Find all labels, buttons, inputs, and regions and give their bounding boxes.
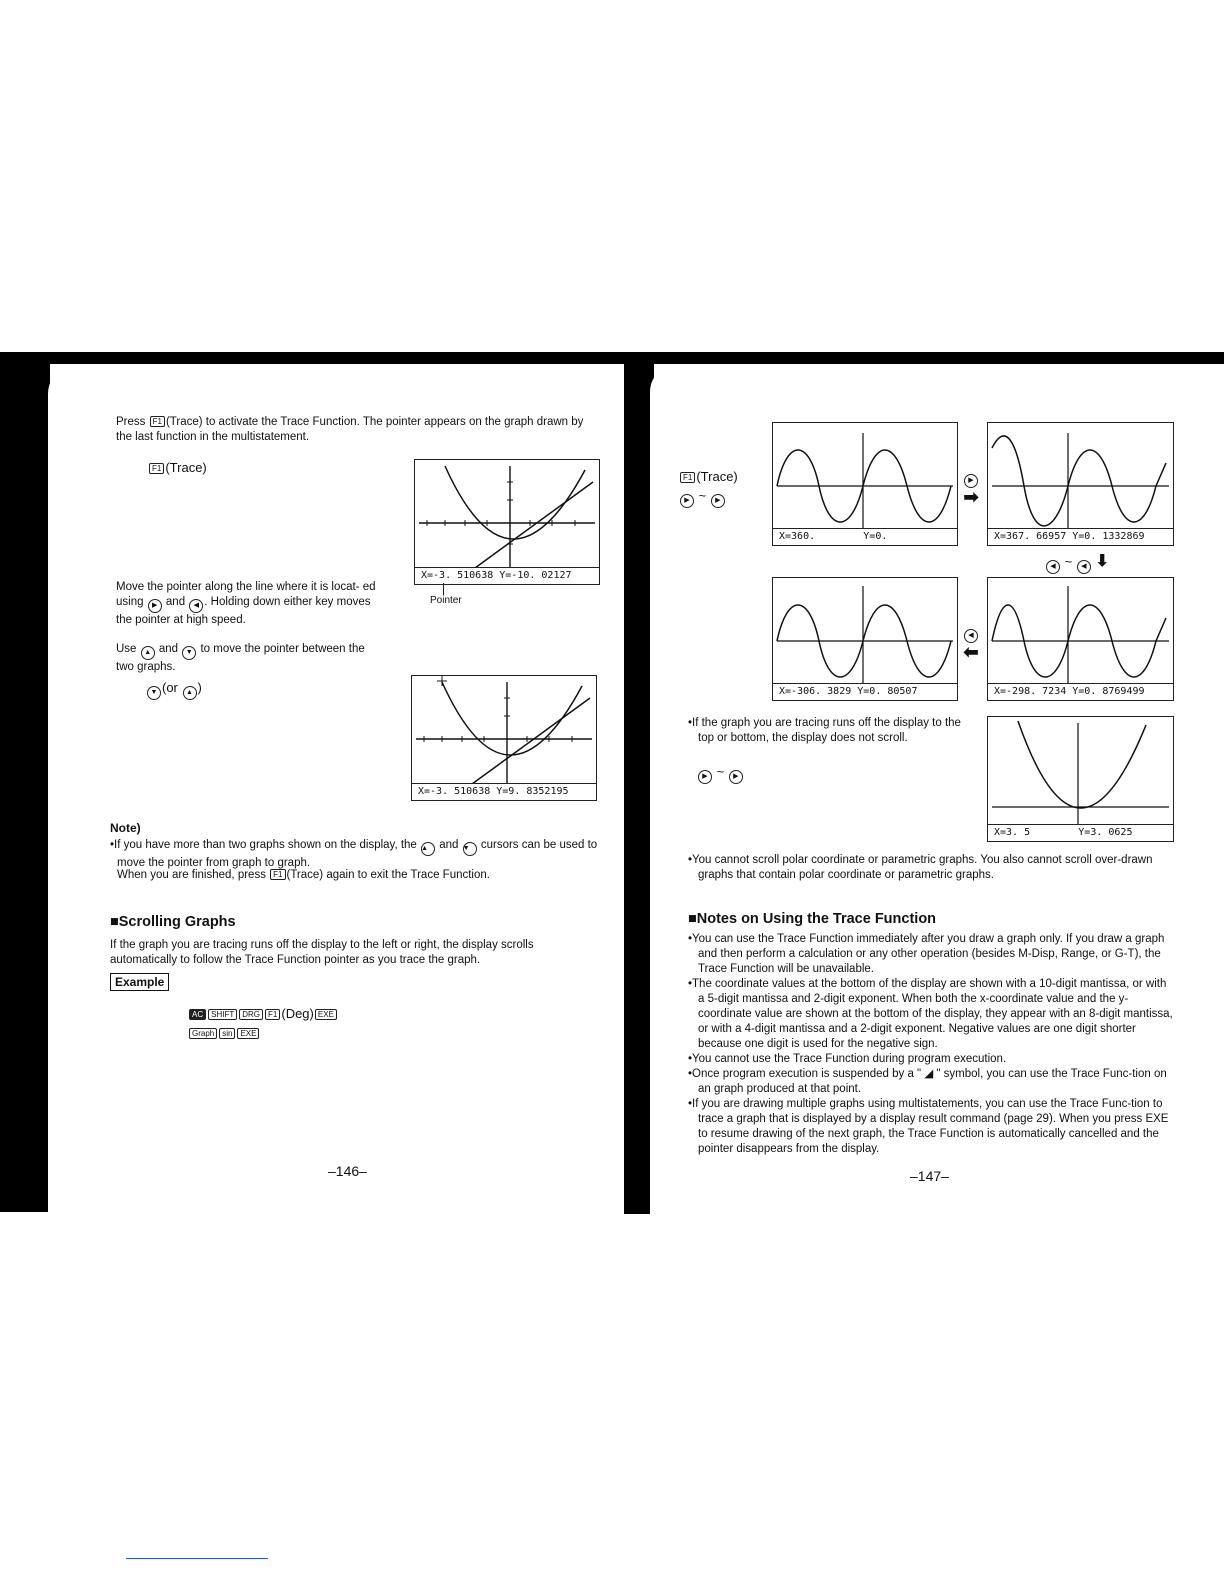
note-exit: When you are finished, press F1 (Trace) again to exit the Trace Function. bbox=[117, 869, 490, 881]
f1-key: F1 bbox=[265, 1009, 280, 1020]
note-paragraph: •If you have more than two graphs shown on the display, the ▲ and ▼ cursors can be used to move the pointer from graph to graph. bbox=[110, 839, 598, 869]
f1-key: F1 bbox=[270, 869, 285, 880]
screen-sine-b bbox=[987, 422, 1174, 546]
offscreen-keys: ▶ ~ ▶ bbox=[697, 764, 744, 784]
down-cursor-icon: ▼ bbox=[147, 686, 161, 700]
scan-top-band bbox=[0, 352, 1224, 364]
right-cursor-icon: ▶ bbox=[698, 770, 712, 784]
up-cursor-icon: ▲ bbox=[421, 842, 435, 856]
screen-c-readout: X=-306. 3829 Y=0. 80507 bbox=[773, 683, 957, 700]
drg-key: DRG bbox=[239, 1009, 263, 1020]
trace-pointer-icon bbox=[437, 676, 447, 686]
step2-instruction: ▼ (or ▲ ) bbox=[146, 680, 202, 700]
graph-sine-c bbox=[773, 578, 957, 684]
graph-line-parabola bbox=[415, 460, 599, 568]
screen-sine-d bbox=[987, 577, 1174, 701]
key-sequence-line2 bbox=[188, 1025, 260, 1040]
heading-square-icon: ■ bbox=[110, 914, 119, 930]
pointer-caption: Pointer bbox=[430, 595, 462, 606]
right-cursor-icon: ▶ bbox=[964, 474, 978, 488]
arrow-left-icon: ⬅ bbox=[963, 642, 979, 662]
screen-trace-parabola bbox=[411, 675, 597, 801]
left-page-number: –146– bbox=[328, 1163, 367, 1179]
sin-key: sin bbox=[219, 1028, 235, 1039]
right-cursor-icon: ▶ bbox=[711, 494, 725, 508]
step1-instruction: F1 (Trace) bbox=[148, 460, 207, 475]
left-cursor-icon: ◀ bbox=[964, 629, 978, 643]
up-cursor-icon: ▲ bbox=[183, 686, 197, 700]
f1-key: F1 bbox=[680, 472, 695, 483]
move-paragraph: Move the pointer along the line where it is locat- ed using ▶ and ◀ . Holding down either key moves the pointer at high speed. bbox=[116, 581, 376, 626]
key-sequence-line1: AC SHIFT DRG F1 (Deg) EXE bbox=[188, 1006, 338, 1021]
left-page-edge bbox=[0, 352, 50, 1212]
scrolling-heading: ■Scrolling Graphs bbox=[110, 914, 236, 930]
note-title: Note) bbox=[110, 821, 141, 835]
polar-paragraph: •You cannot scroll polar coordinate or parametric graphs. You also cannot scroll over-drawn graphs that contain polar coordinate or parametric graphs. bbox=[688, 854, 1153, 881]
graph-key: Graph bbox=[189, 1028, 217, 1039]
screen1-readout: X=-3. 510638 Y=-10. 02127 bbox=[415, 567, 599, 584]
note-item: •The coordinate values at the bottom of the display are shown with a 10-digit mantissa, or with a 5-digit mantissa and 2-digit exponent. When both the x-coordinate value and the y-coordinate value are shown at the bottom of the display, they appear with an 8-digit mantissa, or with a 4-digit mantissa and a 2-digit exponent. Negative values are one digit shorter because one digit is used for the negative sign. bbox=[688, 978, 1173, 1050]
arrow-right-icon: ➡ bbox=[963, 487, 979, 507]
notes-list bbox=[688, 932, 1174, 1157]
right-cursor-icon: ▶ bbox=[148, 599, 162, 613]
exe-key: EXE bbox=[315, 1009, 337, 1020]
screen-a-readout: X=360. Y=0. bbox=[773, 528, 957, 545]
note-item: •You cannot use the Trace Function during program execution. bbox=[688, 1053, 1007, 1065]
right-page-number: –147– bbox=[910, 1168, 949, 1184]
down-cursor-icon: ▼ bbox=[182, 646, 196, 660]
right-cursor-icon: ▶ bbox=[729, 770, 743, 784]
left-cursor-icon: ◀ bbox=[189, 599, 203, 613]
screen2-readout: X=-3. 510638 Y=9. 8352195 bbox=[412, 783, 596, 800]
notes-heading: ■Notes on Using the Trace Function bbox=[688, 911, 937, 927]
left-step-row: ◀ ~ ◀ ⬇ bbox=[1045, 551, 1109, 574]
bottom-rule bbox=[126, 1558, 268, 1559]
graph-line-parabola-2 bbox=[412, 676, 596, 784]
pointer-leader bbox=[443, 583, 444, 595]
note-item: •You can use the Trace Function immediately after you draw a graph only. If you draw a graph and then perform a calculation or any other operation (besides M-Disp, Range, or G-T), the Trace Function will be unavailable. bbox=[688, 933, 1165, 975]
screen-d-readout: X=-298. 7234 Y=0. 8769499 bbox=[988, 683, 1173, 700]
note-item: •Once program execution is suspended by a " ◢ " symbol, you can use the Trace Func-tion on an graph produced at that point. bbox=[688, 1068, 1167, 1095]
screen-sine-c bbox=[772, 577, 958, 701]
heading-square-icon: ■ bbox=[688, 911, 697, 927]
offscreen-paragraph: •If the graph you are tracing runs off the display to the top or bottom, the display does not scroll. bbox=[688, 717, 961, 744]
up-cursor-icon: ▲ bbox=[141, 646, 155, 660]
ac-key: AC bbox=[189, 1009, 206, 1020]
arrow-right-1 bbox=[960, 467, 982, 506]
use-paragraph: Use ▲ and ▼ to move the pointer between the two graphs. bbox=[116, 643, 365, 673]
screen-e-readout: X=3. 5 Y=3. 0625 bbox=[988, 824, 1173, 841]
arrow-down-icon: ⬇ bbox=[1095, 553, 1109, 570]
example-badge: Example bbox=[110, 973, 169, 991]
note-item: •If you are drawing multiple graphs using multistatements, you can use the Trace Func-tion to trace a graph that is displayed by a display result command (page 29). When you press EXE to resume drawing of the next graph, the Trace Function is automatically cancelled and the pointer disappears from the display. bbox=[688, 1098, 1169, 1155]
screen-b-readout: X=367. 66957 Y=0. 1332869 bbox=[988, 528, 1173, 545]
right-cursor-icon: ▶ bbox=[680, 494, 694, 508]
screen-parabola-e bbox=[987, 716, 1174, 842]
shift-key: SHIFT bbox=[208, 1009, 237, 1020]
right-step-instruction: F1 (Trace) ▶ ~ ▶ bbox=[679, 467, 738, 508]
graph-sine-b bbox=[988, 423, 1173, 529]
graph-sine-a bbox=[773, 423, 957, 529]
exe-key: EXE bbox=[237, 1028, 259, 1039]
left-cursor-icon: ◀ bbox=[1077, 560, 1091, 574]
f1-key: F1 bbox=[149, 463, 164, 474]
down-cursor-icon: ▼ bbox=[463, 842, 477, 856]
left-cursor-icon: ◀ bbox=[1046, 560, 1060, 574]
graph-sine-d bbox=[988, 578, 1173, 684]
f1-key: F1 bbox=[150, 416, 165, 427]
graph-parabola-e bbox=[988, 717, 1173, 825]
scrolling-paragraph: If the graph you are tracing runs off the display to the left or right, the display scrolls automatically to follow the Trace Function pointer as you trace the graph. bbox=[110, 939, 534, 966]
screen-trace-line bbox=[414, 459, 600, 585]
arrow-left-1 bbox=[960, 622, 982, 661]
intro-paragraph: Press F1 (Trace) to activate the Trace Function. The pointer appears on the graph drawn by the last function in the multistatement. bbox=[116, 416, 584, 443]
screen-sine-a bbox=[772, 422, 958, 546]
